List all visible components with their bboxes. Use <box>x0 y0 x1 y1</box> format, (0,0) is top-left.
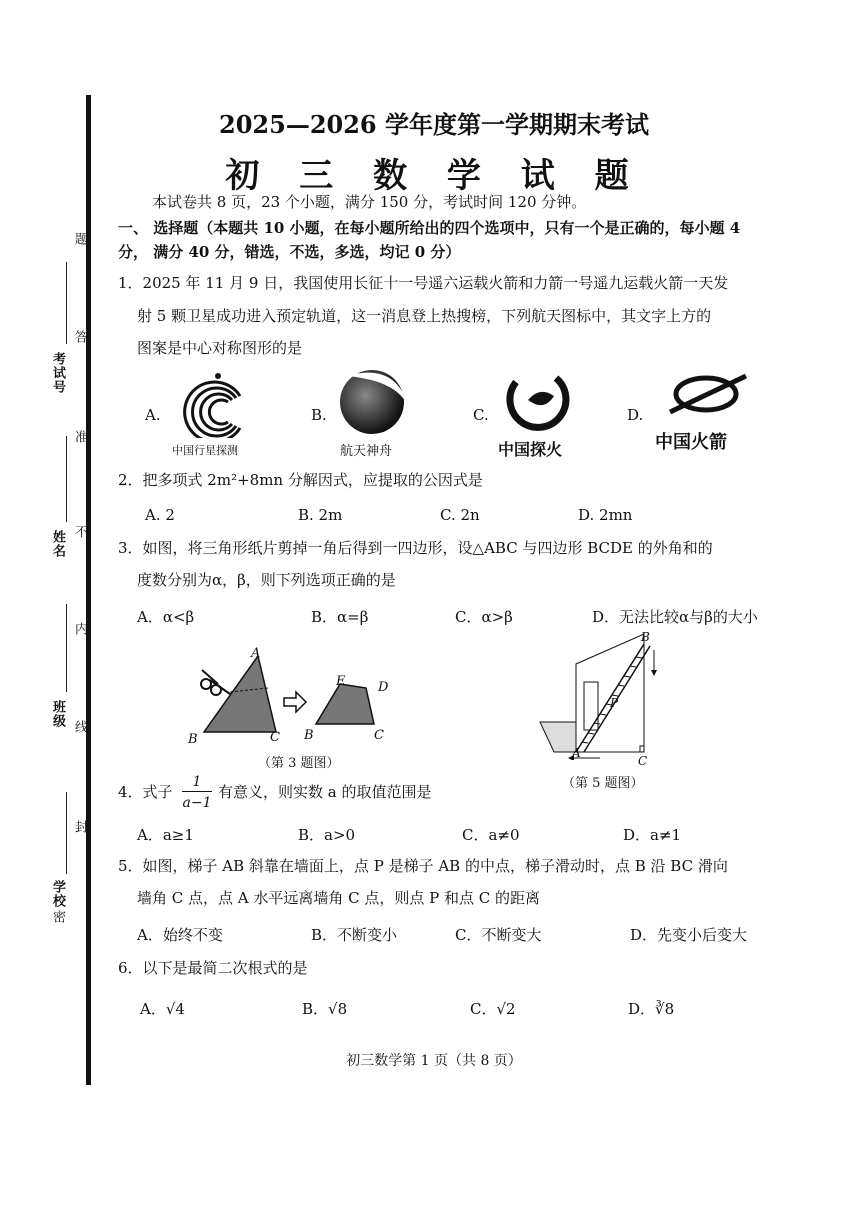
shenzhou-logo <box>336 366 412 438</box>
q4-numerator: 1 <box>182 773 212 792</box>
q2-option-d: D. 2mn <box>578 506 633 524</box>
q4-option-a: A．a≥1 <box>137 826 194 844</box>
q6-option-d: D．∛8 <box>628 1000 675 1018</box>
q3-option-d: D．无法比较α与β的大小 <box>592 608 758 626</box>
q5-label-a: A <box>572 746 581 760</box>
q6-option-b: B．√8 <box>302 1000 348 1018</box>
q5-stem: 5．如图，梯子 AB 斜靠在墙面上，点 P 是梯子 AB 的中点，梯子滑动时，点 B 沿 BC 滑向 <box>118 857 728 875</box>
q4-option-d: D．a≠1 <box>623 826 682 844</box>
q2-option-b: B. 2m <box>298 506 343 524</box>
seal-char: 密 <box>50 910 65 924</box>
q4-prefix: 4．式子 <box>118 783 173 801</box>
q3-figure <box>180 640 420 750</box>
section-heading-cont: 分， 满分 40 分，错选，不选，多选，均记 0 分） <box>118 243 461 261</box>
q1-option-a: A. <box>145 406 161 424</box>
q5-label-c: C <box>638 754 648 768</box>
q6-stem: 6．以下是最简二次根式的是 <box>118 959 308 977</box>
q5-figure-caption: （第 5 题图） <box>562 776 644 791</box>
q4-option-c: C．a≠0 <box>462 826 520 844</box>
seal-char: 线 <box>72 720 87 734</box>
q3-label-b: B <box>188 732 198 747</box>
q4-option-b: B．a>0 <box>298 826 356 844</box>
q3-label-b2: B <box>304 728 314 743</box>
q5-option-a: A．始终不变 <box>137 926 223 944</box>
q1-option-d: D. <box>627 406 644 424</box>
school-line <box>66 792 67 874</box>
q1-stem: 图案是中心对称图形的是 <box>137 339 303 357</box>
q1-caption-d: 中国火箭 <box>655 432 727 453</box>
q1-caption-a: 中国行星探测 <box>172 444 238 457</box>
exam-no-line <box>66 262 67 344</box>
exam-intro: 本试卷共 8 页，23 个小题，满分 150 分，考试时间 120 分钟。 <box>152 193 587 211</box>
seal-char: 封 <box>72 820 87 834</box>
q5-option-b: B．不断变小 <box>311 926 398 944</box>
china-rocket-logo <box>668 372 748 422</box>
school-label: 学校 <box>50 880 65 908</box>
q3-label-e: E <box>336 674 346 689</box>
seal-char: 题 <box>72 232 87 246</box>
exam-no-label: 考试号 <box>50 352 65 394</box>
q5-stem: 墙角 C 点，点 A 水平远离墙角 C 点，则点 P 和点 C 的距离 <box>137 889 541 907</box>
q3-option-a: A．α<β <box>137 608 195 626</box>
page-footer: 初三数学第 1 页（共 8 页） <box>346 1053 522 1069</box>
seal-char: 不 <box>72 525 87 539</box>
class-label: 班级 <box>50 700 65 728</box>
q5-label-b: B <box>641 630 650 644</box>
planet-exploration-logo <box>180 366 260 438</box>
section-heading: 一、 选择题（本题共 10 小题，在每小题所给出的四个选项中，只有一个是正确的，每小题 4 <box>118 219 741 237</box>
q3-label-d: D <box>378 680 389 695</box>
q2-stem: 2．把多项式 2m²+8mn 分解因式，应提取的公因式是 <box>118 471 483 489</box>
q1-option-b: B. <box>311 406 327 424</box>
q3-figure-caption: （第 3 题图） <box>258 756 340 771</box>
q3-stem: 3．如图，将三角形纸片剪掉一角后得到一四边形，设△ABC 与四边形 BCDE 的外角和的 <box>118 539 713 557</box>
q3-stem: 度数分别为α，β，则下列选项正确的是 <box>137 571 396 589</box>
exam-year-title: 2025—2026 学年度第一学期期末考试 <box>219 110 649 139</box>
arrow-right-icon <box>284 692 306 712</box>
q3-label-a: A <box>251 646 261 661</box>
q3-label-c2: C <box>374 728 384 743</box>
seal-char: 内 <box>72 622 87 636</box>
q3-label-c: C <box>270 730 280 745</box>
q3-option-b: B．α=β <box>311 608 369 626</box>
mars-exploration-logo <box>506 372 572 434</box>
q2-option-c: C. 2n <box>440 506 480 524</box>
q1-caption-c: 中国探火 <box>498 440 563 459</box>
q5-option-c: C．不断变大 <box>455 926 542 944</box>
seal-char: 准 <box>72 430 87 444</box>
q1-stem: 1．2025 年 11 月 9 日，我国使用长征十一号遥六运载火箭和力箭一号遥九运载火箭一天发 <box>118 274 729 292</box>
q5-option-d: D．先变小后变大 <box>630 926 748 944</box>
q1-stem: 射 5 颗卫星成功进入预定轨道，这一消息登上热搜榜，下列航天图标中，其文字上方的 <box>137 307 712 325</box>
q5-label-p: P <box>610 696 619 710</box>
scissors-icon <box>201 670 230 695</box>
name-line <box>66 436 67 522</box>
q2-option-a: A. 2 <box>145 506 175 524</box>
q1-caption-b: 航天神舟 <box>340 444 393 459</box>
name-label: 姓名 <box>50 530 65 558</box>
q3-option-c: C．α>β <box>455 608 513 626</box>
q6-option-a: A．√4 <box>140 1000 185 1018</box>
q1-option-c: C. <box>473 406 489 424</box>
q5-figure <box>530 630 680 760</box>
subject-title: 初 三 数 学 试 题 <box>225 156 643 196</box>
seal-char: 答 <box>72 330 87 344</box>
class-line <box>66 604 67 692</box>
q4-suffix: 有意义，则实数 a 的取值范围是 <box>218 783 432 801</box>
q6-option-c: C．√2 <box>470 1000 516 1018</box>
q4-denominator: a−1 <box>182 795 212 811</box>
